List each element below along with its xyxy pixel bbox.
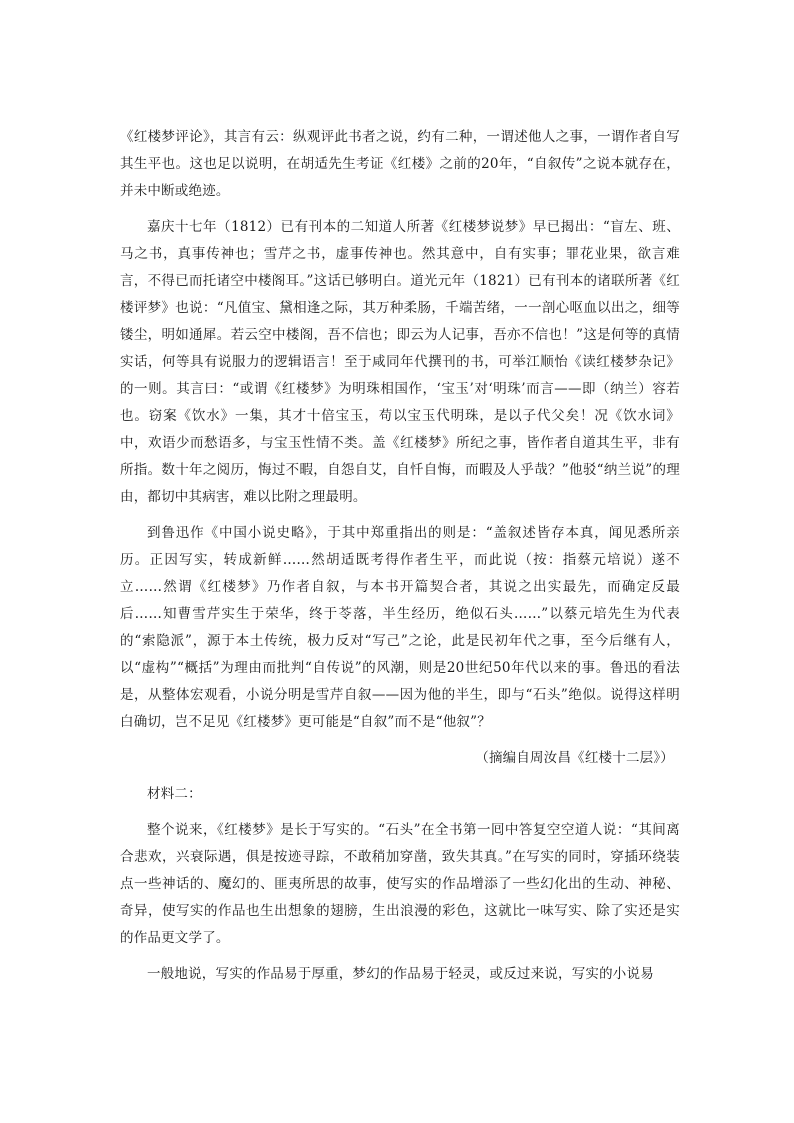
paragraph-realism-vs-dream: 一般地说，写实的作品易于厚重，梦幻的作品易于轻灵，或反过来说，写实的小说易 xyxy=(147,966,654,982)
source-citation: （摘编自周汝昌《红楼十二层》） xyxy=(475,750,674,766)
document-body xyxy=(120,124,680,997)
paragraph-realism: 整个说来，《红楼梦》是长于写实的。“石头”在全书第一囘中答复空空道人说：“其间离合悲欢，兴衰际遇，俱是按迹寻踪，不敢稍加穿凿，致失其真。”在写实的同时，穿插环绕装点一些神话的、魔幻的、匪夷所思的故事，使写实的作品增添了一些幻化出的生动、神秘、奇异，使写实的作品也生出想象的翅膀，生出浪漫的彩色，这就比一味写实、除了实还是实的作品更文学了。 xyxy=(120,822,680,946)
material-two-label: 材料二： xyxy=(147,786,202,802)
paragraph-jiaqing-evidence: 嘉庆十七年（1812）已有刊本的二知道人所著《红楼梦说梦》早已揭出：“盲左、班、马之书，真事传神也；雪芹之书，虚事传神也。然其意中，自有实事；罪花业果，欲言难言，不得已而托诸空中楼阁耳。”这话已够明白。道光元年（1821）已有刊本的诸联所著《红楼评梦》也说：“凡值宝、黛相逢之际，其万种柔肠，千端苦绪，一一剖心呕血以出之，细等镂尘，明如通犀。若云空中楼阁，吾不信也；即云为人记事，吾亦不信也！”这是何等的真情实话，何等具有说服力的逻辑语言！至于咸同年代撰刊的书，可举江顺怡《读红楼梦杂记》的一则。其言曰：“或谓《红楼梦》为明珠相国作，‘宝玉’对‘明珠’而言——即（纳兰）容若也。窃案《饮水》一集，其才十倍宝玉，苟以宝玉代明珠，是以子代父矣！况《饮水词》中，欢语少而愁语多，与宝玉性情不类。盖《红楼梦》所纪之事，皆作者自道其生平，非有所指。数十年之阅历，悔过不暇，自怨自艾，自忏自悔，而暇及人乎哉？”他驳“纳兰说”的理由，都切中其病害，难以比附之理最明。 xyxy=(120,219,680,505)
paragraph-review-intro: 《红楼梦评论》，其言有云：纵观评此书者之说，约有二种，一谓述他人之事，一谓作者自写其生平也。这也足以说明，在胡适先生考证《红楼》之前的20年，“自叙传”之说本就存在，并未中断或绝迹。 xyxy=(120,129,680,199)
paragraph-luxun-view: 到鲁迅作《中国小说史略》，于其中郑重指出的则是：“盖叙述皆存本真，闻见悉所亲历。正因写实，转成新鲜……然胡适既考得作者生平，而此说（按：指蔡元培说）遂不立……然谓《红楼梦》乃作者自叙，与本书开篇契合者，其说之出实最先，而确定反最后……知曹雪芹实生于荣华，终于苓落，半生经历，绝似石头……”以蔡元培先生为代表的“索隐派”，源于本土传统，极力反对“写己”之论，此是民初年代之事，至今后继有人，以“虚构”“概括”为理由而批判“自传说”的风潮，则是20世纪50年代以来的事。鲁迅的看法是，从整体宏观看，小说分明是雪芹自叙——因为他的半生，即与“石头”绝似。说得这样明白确切，岂不足见《红楼梦》更可能是“自叙”而不是“他叙”？ xyxy=(120,525,680,730)
